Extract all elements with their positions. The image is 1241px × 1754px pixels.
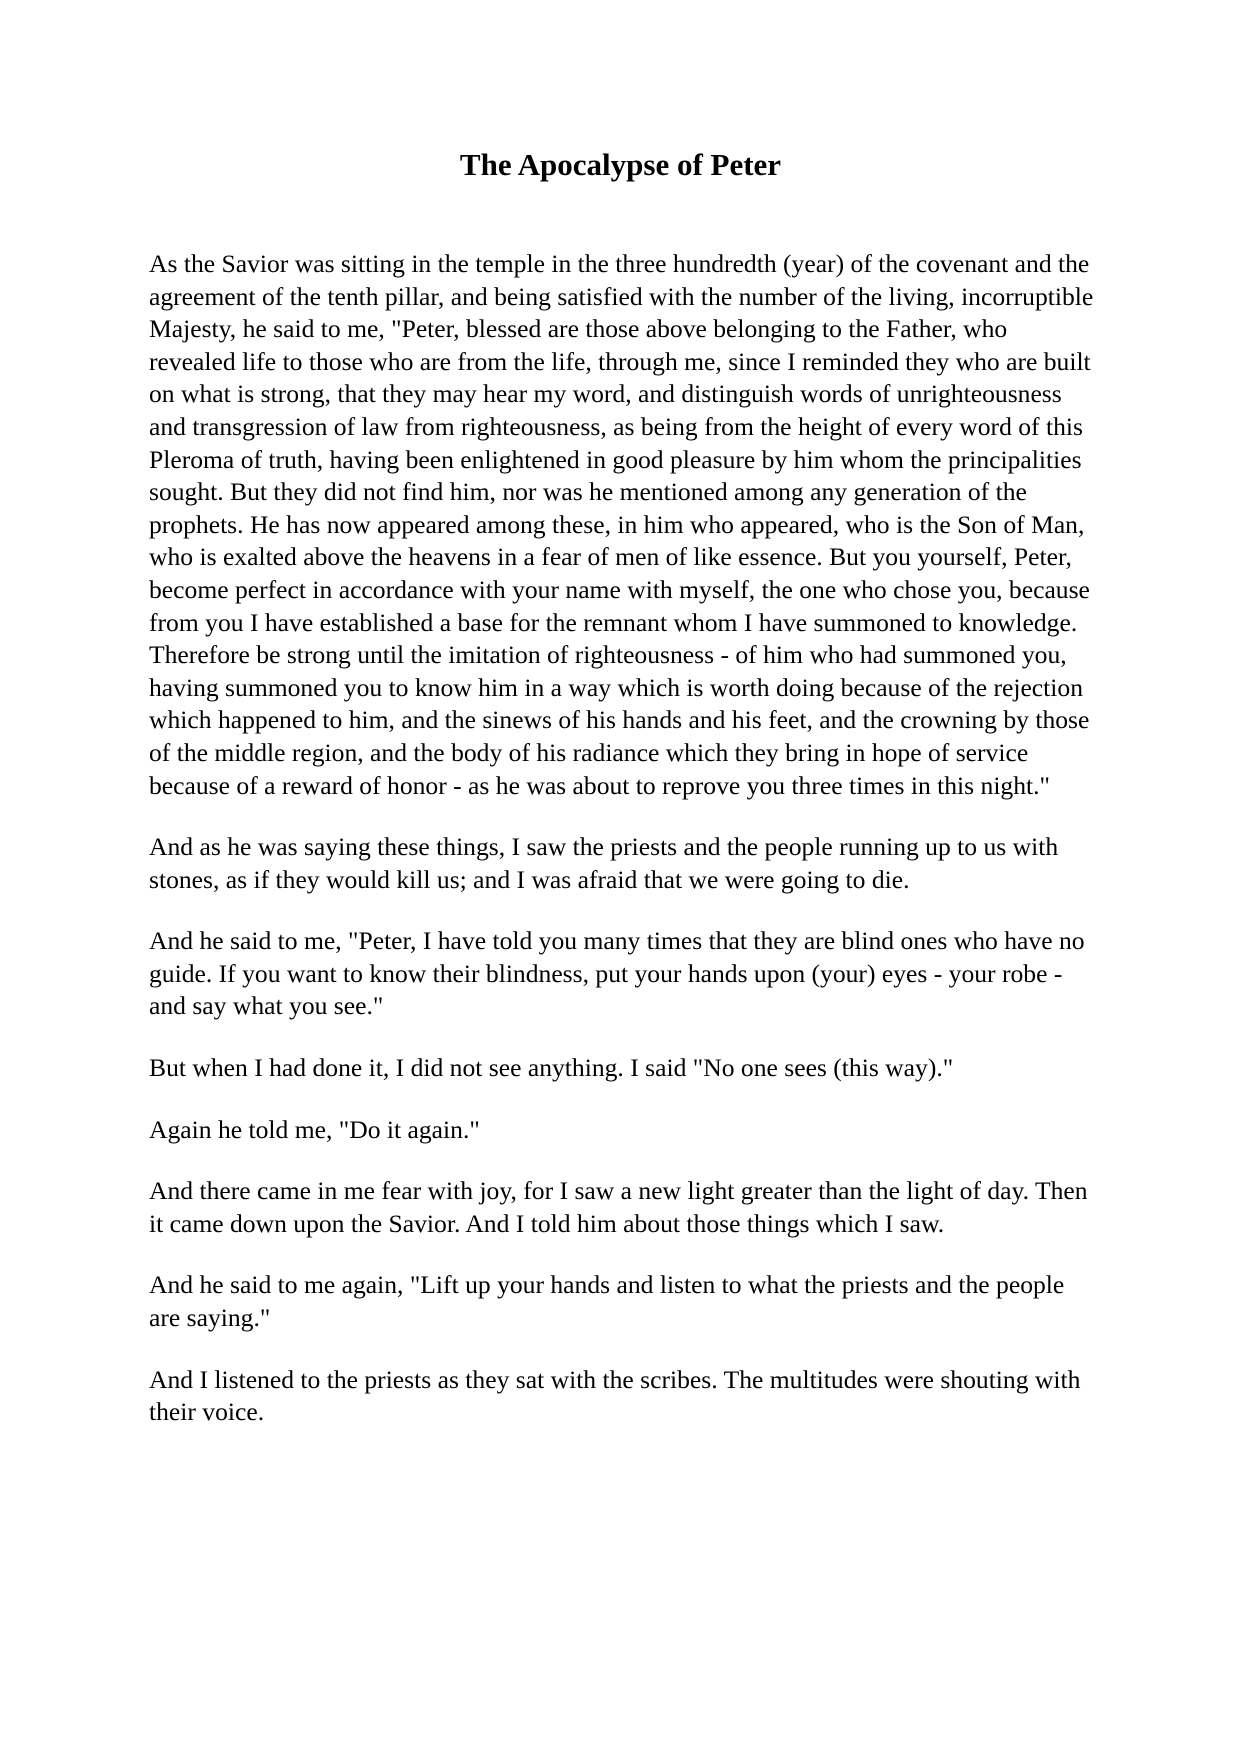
paragraph: And he said to me again, "Lift up your hands and listen to what the priests and the people are saying." (149, 1270, 1065, 1333)
paragraph: And he said to me, "Peter, I have told you many times that they are blind ones who have no guide. If you want to know their blindness, put your hands upon (your) eyes - your robe - and say what you see." (149, 926, 1085, 1021)
paragraph: As the Savior was sitting in the temple in the three hundredth (year) of the covenant and the agreement of the tenth pillar, and being satisfied with the number of the living, incorruptible Majesty, he said to me, "Peter, blessed are those above belonging to the Father, who revealed life to those who are from the life, through me, since I reminded they who are built on what is strong, that they may hear my word, and distinguish words of unrighteousness and transgression of law from righteousness, as being from the height of every word of this Pleroma of truth, having been enlightened in good pleasure by him whom the principalities sought. But they did not find him, nor was he mentioned among any generation of the prophets. He has now appeared among these, in him who appeared, who is the Son of Man, who is exalted above the heavens in a fear of men of like essence. But you yourself, Peter, become perfect in accordance with your name with myself, the one who chose you, because from you I have established a base for the remnant whom I have summoned to knowledge. Therefore be strong until the imitation of righteousness - of him who had summoned you, having summoned you to know him in a way which is worth doing because of the rejection which happened to him, and the sinews of his hands and his feet, and the crowning by those of the middle region, and the body of his radiance which they bring in hope of service because of a reward of honor - as he was about to reprove you three times in this night." (149, 249, 1094, 800)
paragraph: Again he told me, "Do it again." (149, 1114, 480, 1144)
paragraph: And there came in me fear with joy, for I saw a new light greater than the light of day. Then it came down upon the Savior. And I told him about those things which I saw. (149, 1176, 1088, 1238)
document-title: The Apocalypse of Peter (459, 147, 782, 182)
paragraph: And I listened to the priests as they sat with the scribes. The multitudes were shouting with their voice. (149, 1364, 1081, 1427)
document-body (149, 248, 1099, 1458)
paragraph: But when I had done it, I did not see anything. I said "No one sees (this way)." (149, 1053, 954, 1083)
paragraph: And as he was saying these things, I saw the priests and the people running up to us with stones, as if they would kill us; and I was afraid that we were going to die. (149, 832, 1059, 894)
